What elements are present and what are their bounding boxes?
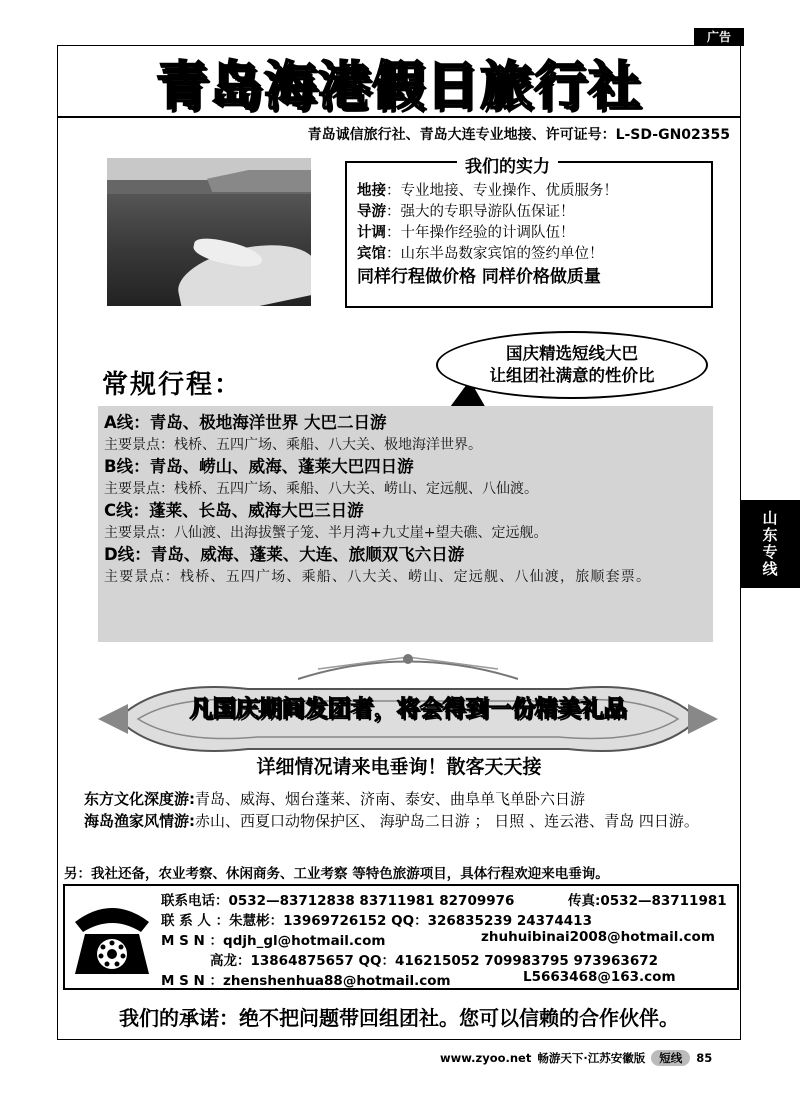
- contact-msn-2b: L5663468@163.com: [523, 969, 676, 985]
- footer-page-number: 85: [696, 1051, 713, 1065]
- tour-culture: [84, 788, 724, 810]
- strength-text: ：强大的专职导游队伍保证！: [386, 204, 575, 220]
- contact-person-2: 高龙：13864875657 QQ：416215052 709983795 973963672: [210, 953, 658, 969]
- strength-title: 我们的实力: [457, 152, 558, 177]
- route-c-spots: 主要景点：八仙渡、出海拔蟹子笼、半月湾+九丈崖+望夫礁、定远舰。: [104, 525, 548, 541]
- title-box: [58, 46, 740, 118]
- tour-name: 东方文化深度游:: [84, 790, 195, 808]
- strength-key: 宾馆: [357, 246, 386, 262]
- strength-box: [345, 157, 713, 308]
- contact-phone: 联系电话：0532—83712838 83711981 82709976: [161, 893, 515, 909]
- footer-site: www.zyoo.net: [440, 1051, 532, 1065]
- footer-series: 畅游天下·江苏安徽版: [537, 1051, 646, 1065]
- strength-slogan: 同样行程做价格 同样价格做质量: [357, 267, 601, 287]
- strength-item: [357, 181, 703, 202]
- photo-ship: [207, 170, 311, 192]
- contact-box: [63, 884, 739, 990]
- license-line: 青岛诚信旅行社、青岛大连专业地接、许可证号：L-SD-GN02355: [307, 127, 730, 143]
- detail-line: 详细情况请来电垂询！散客天天接: [256, 756, 542, 778]
- routes-box: [98, 406, 713, 642]
- contact-fax: 传真:0532—83711981: [568, 893, 727, 909]
- gift-banner-text: 凡国庆期间发团者，将会得到一份精美礼品: [189, 695, 627, 722]
- route-a-spots: 主要景点：栈桥、五四广场、乘船、八大关、极地海洋世界。: [104, 437, 482, 453]
- bubble-line-2: 让组团社满意的性价比: [489, 366, 655, 385]
- strength-key: 地接: [357, 183, 386, 199]
- tour-name: 海岛渔家风情游:: [84, 812, 195, 830]
- page-footer: [440, 1050, 712, 1066]
- strength-text: ：专业地接、专业操作、优质服务！: [386, 183, 618, 199]
- contact-msn-1: M S N ：qdjh_gl@hotmail.com: [161, 933, 386, 949]
- promise-line: 我们的承诺：绝不把问题带回组团社。您可以信赖的合作伙伴。: [119, 1006, 679, 1030]
- bubble-line-1: 国庆精选短线大巴: [506, 344, 638, 363]
- route-b-spots: 主要景点：栈桥、五四广场、乘船、八大关、崂山、定远舰、八仙渡。: [104, 481, 538, 497]
- contact-person: 联 系 人 ：朱慧彬：13969726152 QQ：326835239 24374413: [161, 913, 592, 929]
- tour-island: [84, 810, 724, 832]
- route-d-name: D线：青岛、威海、蓬莱、大连、旅顺双飞六日游: [104, 545, 465, 564]
- speech-bubble: [436, 331, 708, 399]
- extra-note: 另：我社还备，农业考察、休闲商务、工业考察 等特色旅游项目，具体行程欢迎来电垂询。: [64, 866, 609, 882]
- ad-frame: [57, 45, 741, 1040]
- strength-item: [357, 202, 703, 223]
- route-d-spots: 主要景点：栈桥、五四广场、乘船、八大关、崂山、定远舰、八仙渡，旅顺套票。: [104, 569, 652, 585]
- tour-text: 赤山、西夏口动物保护区、 海驴岛二日游 ； 日照 、连云港、青岛 四日游。: [195, 812, 699, 830]
- side-tab-label: 山东专线: [760, 510, 779, 578]
- routes-heading: 常规行程：: [102, 370, 243, 400]
- strength-key: 导游: [357, 204, 386, 220]
- telephone-icon: [71, 900, 153, 978]
- strength-text: ：十年操作经验的计调队伍！: [386, 225, 575, 241]
- route-a-name: A线：青岛、极地海洋世界 大巴二日游: [104, 413, 387, 432]
- harbor-photo: [107, 158, 311, 306]
- tour-text: 青岛、威海、烟台蓬莱、济南、泰安、曲阜单飞单卧六日游: [195, 790, 586, 808]
- agency-title: 青岛海港假日旅行社: [155, 56, 642, 117]
- contact-msn-2: M S N ：zhenshenhua88@hotmail.com: [161, 973, 451, 989]
- strength-item: [357, 244, 703, 265]
- strength-key: 计调: [357, 225, 386, 241]
- strength-text: ：山东半岛数家宾馆的签约单位！: [386, 246, 604, 262]
- footer-tag: 短线: [651, 1050, 690, 1066]
- contact-msn-1b: zhuhuibinai2008@hotmail.com: [481, 929, 715, 945]
- route-b-name: B线：青岛、崂山、威海、蓬莱大巴四日游: [104, 457, 414, 476]
- route-c-name: C线：蓬莱、长岛、威海大巴三日游: [104, 501, 364, 520]
- side-tab-shandong: [740, 500, 800, 588]
- ad-tag: 广告: [694, 28, 744, 46]
- strength-item: [357, 223, 703, 244]
